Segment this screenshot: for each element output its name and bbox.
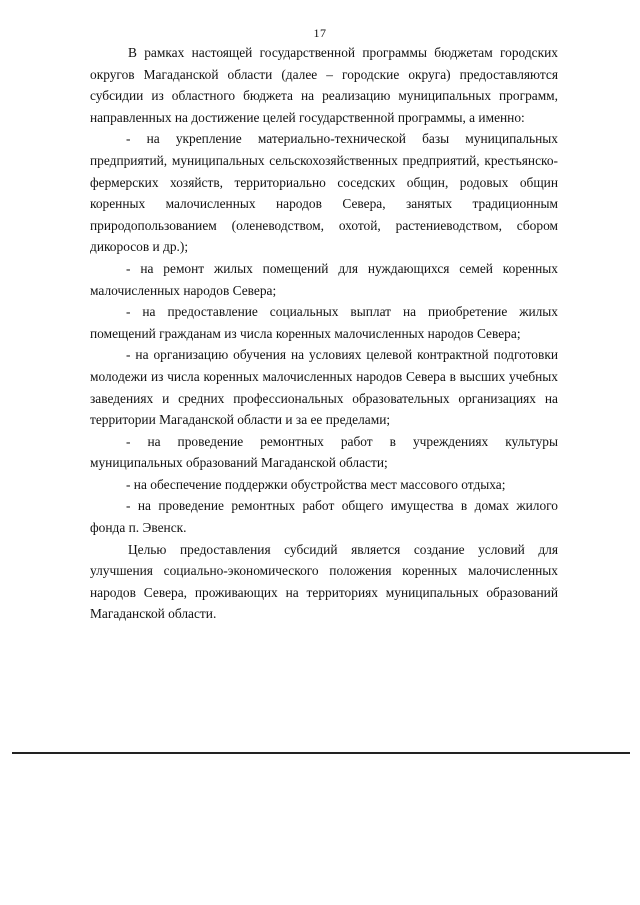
document-body (90, 42, 558, 625)
list-item: - на проведение ремонтных работ в учреждениях культуры муниципальных образований Магаданской области; (90, 433, 558, 471)
list-item: - на проведение ремонтных работ общего имущества в домах жилого фонда п. Эвенск. (90, 498, 558, 536)
list-item: - на ремонт жилых помещений для нуждающихся семей коренных малочисленных народов Севера; (90, 260, 558, 298)
intro-paragraph: В рамках настоящей государственной программы бюджетам городских округов Магаданской области (далее – городские округа) предоставляются субсидии из областного бюджета на реализацию муниципальных программ, направленных на достижение целей государственной программы, а именно: (90, 45, 558, 125)
footer-divider (12, 752, 630, 754)
list-item: - на обеспечение поддержки обустройства мест массового отдыха; (126, 476, 506, 492)
list-item: - на организацию обучения на условиях целевой контрактной подготовки молодежи из числа коренных малочисленных народов Севера в высших учебных заведениях и средних профессиональных образовательных организациях на территории Магаданской области и за ее пределами; (90, 347, 558, 428)
page-number: 17 (313, 26, 327, 40)
list-item: - на предоставление социальных выплат на приобретение жилых помещений гражданам из числа коренных малочисленных народов Севера; (90, 304, 558, 341)
list-item: - на укрепление материально-технической базы муниципальных предприятий, муниципальных сельскохозяйственных предприятий, крестьянско-фермерских хозяйств, территориально соседских общин, родовых общин коренных малочисленных народов Севера, занятых традиционным природопользованием (оленеводством, охотой, растениеводством, сбором дикоросов и др.); (90, 131, 558, 255)
goal-paragraph: Целью предоставления субсидий является создание условий для улучшения социально-экономического положения коренных малочисленных народов Севера, проживающих на территориях муниципальных образований Магаданской области. (90, 541, 558, 622)
